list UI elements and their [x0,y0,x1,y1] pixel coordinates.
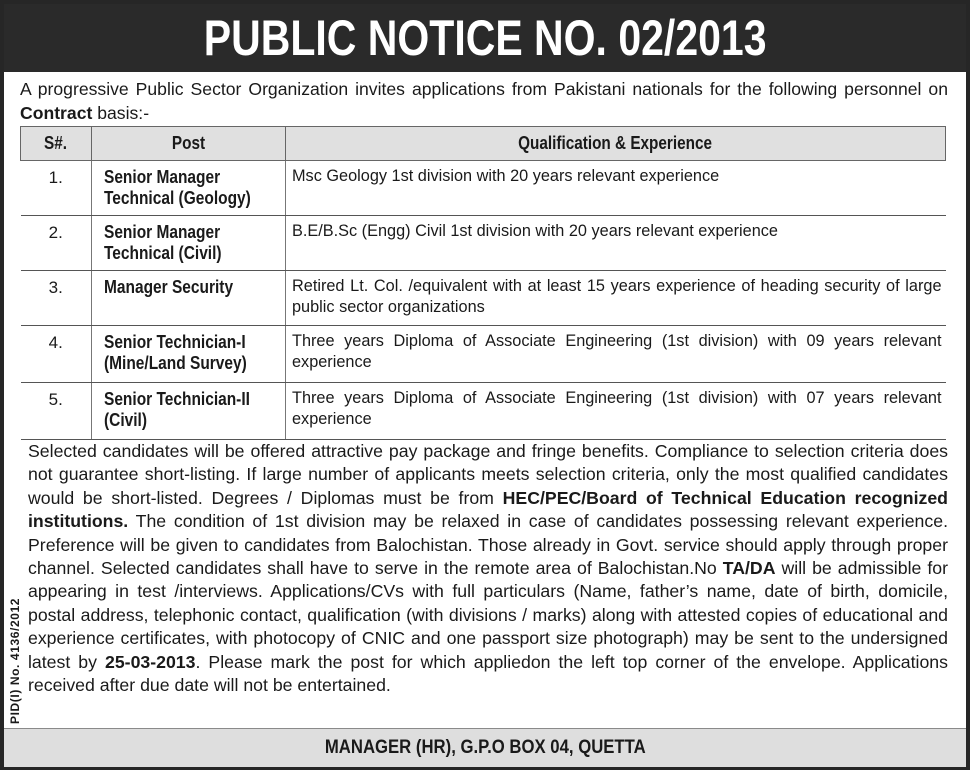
terms-paragraph: Selected candidates will be offered attractive pay package and fringe benefits. Compliance to selection criteria does not guarantee short-listing. If large number of applicants meets selection criteria, only the most qualified candidates would be short-listed. Degrees / Diplomas must be from HEC/PEC/Board of Technical Education recognized institutions. The condition of 1st division may be relaxed in case of candidates possessing relevant experience. Preference will be given to candidates from Balochistan. Those already in Govt. service should apply through proper channel. Selected candidates shall have to serve in the remote area of Balochistan.No TA/DA will be admissible for appearing in test /interviews. Applications/CVs with full particulars (Name, father’s name, date of birth, domicile, postal address, telephonic contact, qualification (with divisions / marks) along with attested copies of educational and experience certificates, with photocopy of CNIC and one passport size photograph) may be sent to the undersigned latest by 25-03-2013. Please mark the post for which appliedon the left top corner of the envelope. Applications received after due date will not be entertained. [28,441,948,696]
notice-title: PUBLIC NOTICE NO. 02/2013 [203,10,767,66]
row-qualification: Retired Lt. Col. /equivalent with at least 15 years experience of heading security of large public sector organizations [286,271,946,326]
row-post: Senior Manager Technical (Geology) [92,161,286,216]
row-qualification: Three years Diploma of Associate Engineering (1st division) with 07 years relevant experience [286,383,946,440]
posts-table [20,126,946,440]
intro-text-before: A progressive Public Sector Organization invites applications from Pakistani nationals for the following personnel on [20,79,948,99]
header-post: Post [92,127,286,161]
table-row [21,161,946,216]
row-qualification: Msc Geology 1st division with 20 years relevant experience [286,161,946,216]
row-post: Senior Manager Technical (Civil) [92,216,286,271]
row-qualification: Three years Diploma of Associate Engineering (1st division) with 09 years relevant experience [286,326,946,383]
tada-bold: TA/DA [722,558,776,579]
deadline-date: 25-03-2013 [105,651,196,672]
table-row [21,216,946,271]
pid-number: PID(I) No. 4136/2012 [8,597,22,724]
row-sn: 3. [21,271,92,326]
table-row [21,326,946,383]
row-post: Manager Security [92,271,286,326]
row-sn: 1. [21,161,92,216]
header-qualification: Qualification & Experience [286,127,946,161]
row-sn: 4. [21,326,92,383]
row-qualification: B.E/B.Sc (Engg) Civil 1st division with 20 years relevant experience [286,216,946,271]
row-post: Senior Technician-II (Civil) [92,383,286,440]
notice-footer [4,728,966,767]
intro-text-after: basis:- [92,103,150,123]
intro-contract-bold: Contract [20,103,93,123]
table-row [21,383,946,440]
intro-paragraph [20,77,948,125]
notice-header [4,4,966,72]
contact-address: MANAGER (HR), G.P.O BOX 04, QUETTA [324,737,646,758]
institutions-bold: HEC/PEC/Board of Technical Education recognized institutions. [28,487,948,532]
row-sn: 2. [21,216,92,271]
header-sn: S#. [21,127,92,161]
row-sn: 5. [21,383,92,440]
table-header-row [21,127,946,161]
row-post: Senior Technician-I (Mine/Land Survey) [92,326,286,383]
table-row [21,271,946,326]
